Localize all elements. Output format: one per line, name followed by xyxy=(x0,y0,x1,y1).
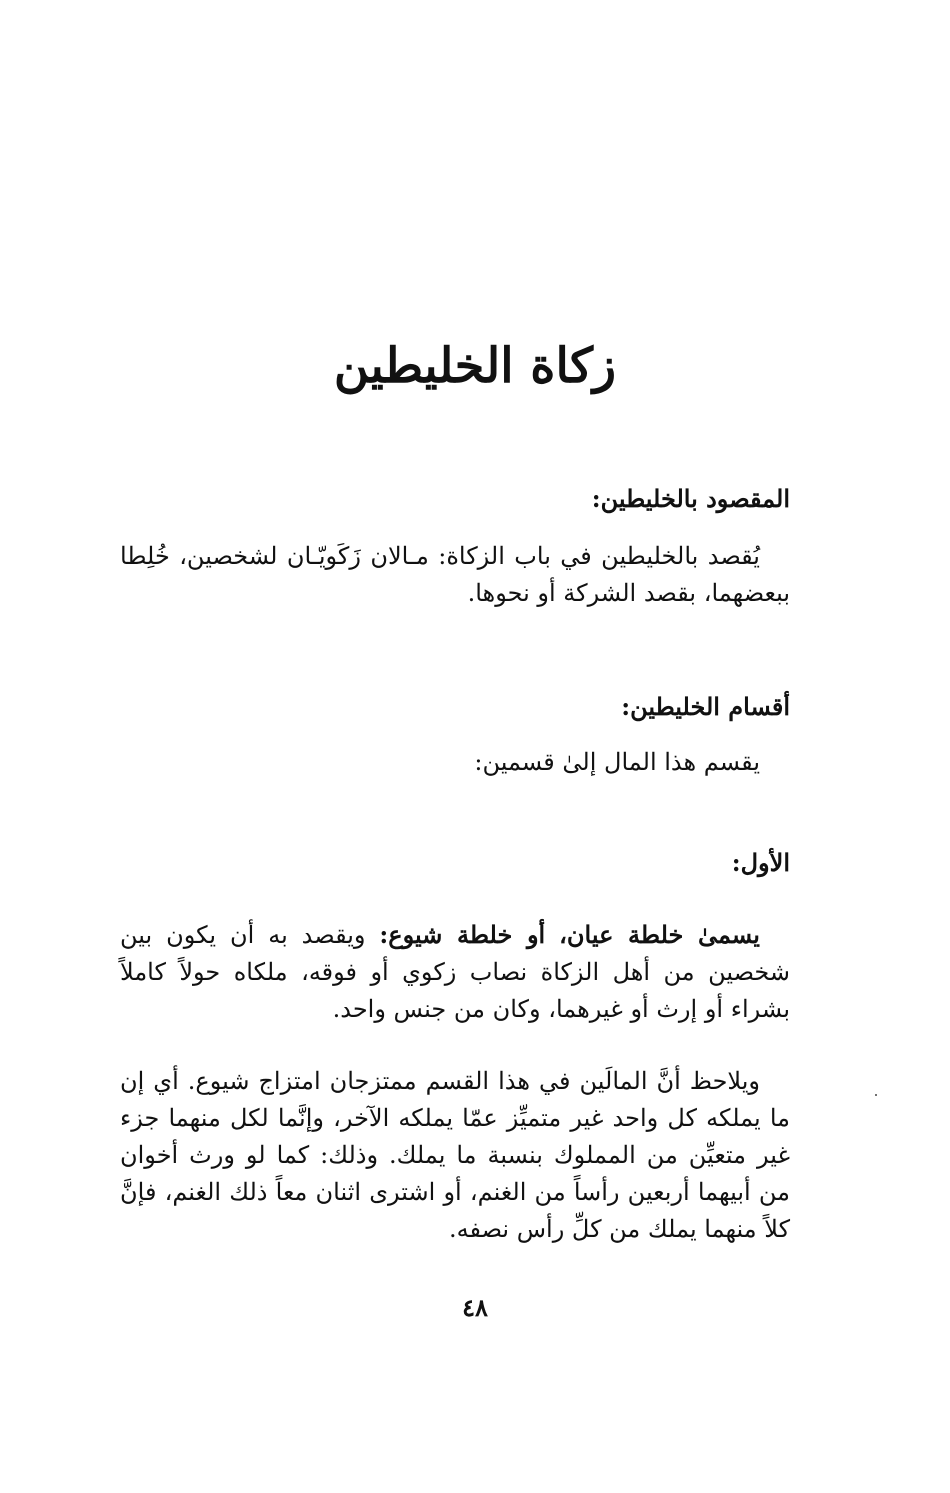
meaning-paragraph-block xyxy=(120,538,790,612)
types-intro-text: يقسم هذا المال إلىٰ قسمين: xyxy=(474,748,760,776)
first-paragraph xyxy=(120,916,790,1028)
page-number: ٤٨ xyxy=(462,1293,488,1322)
first-bold-term-two: أو خلطة شيوع: xyxy=(379,920,546,949)
section-heading-meaning: المقصود بالخليطين: xyxy=(591,484,790,513)
types-intro xyxy=(230,744,790,781)
second-paragraph xyxy=(120,1063,790,1248)
second-paragraph-text: ويلاحظ أنَّ المالَين في هذا القسم ممتزجان امتزاج شيوع. أي إن ما يملكه كل واحد غير متميِّز عمّا يملكه الآخر، وإنَّما لكل منهما جزء غير متعيِّن من المملوك بنسبة ما يملك. وذلك: كما لو ورث أخوان من أبيهما أربعين رأساً من الغنم، أو اشترى اثنان معاً ذلك الغنم، فإنَّ كلاً منهما يملك من كلِّ رأس نصفه. xyxy=(120,1067,791,1243)
section-heading-types: أقسام الخليطين: xyxy=(621,692,790,721)
meaning-paragraph xyxy=(120,538,790,612)
meaning-text: يُقصد بالخليطين في باب الزكاة: مـالان زَكَويّـان لشخصين، خُلِطا ببعضهما، بقصد الشركة أو نحوها. xyxy=(120,542,790,607)
page-title: زكاة الخليطين xyxy=(333,338,617,394)
first-paragraph-rest: ويقصد به أن يكون بين شخصين من أهل الزكاة نصاب زكوي أو فوقه، ملكاه حولاً كاملاً بشراء أو إرث أو غيرهما، وكان من جنس واحد. xyxy=(120,921,790,1023)
second-paragraph-block xyxy=(120,1063,790,1248)
scan-dot-mark xyxy=(875,1094,877,1096)
section-heading-first: الأول: xyxy=(731,848,790,877)
first-paragraph-block xyxy=(120,916,790,1028)
first-bold-term-one: يسمىٰ خلطة عيان، xyxy=(559,920,760,949)
